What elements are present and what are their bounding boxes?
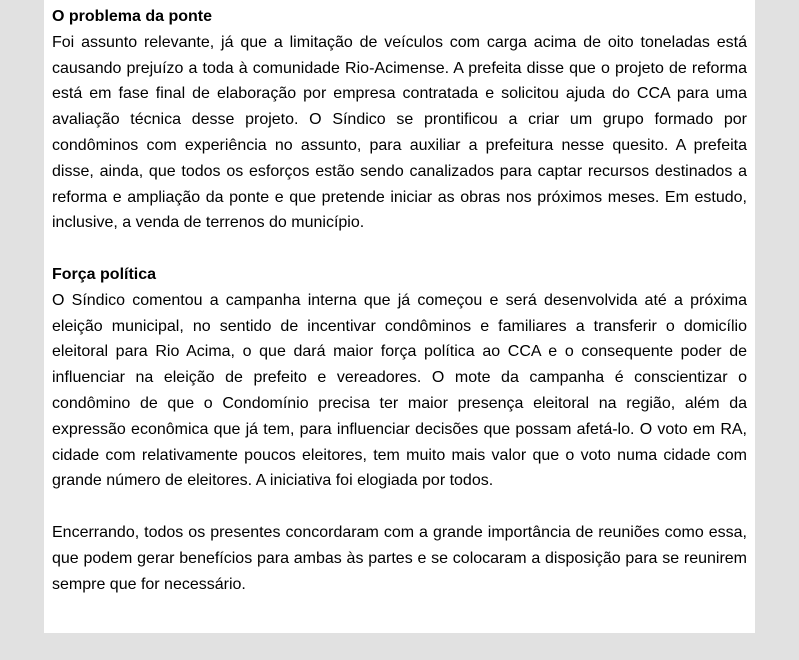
document-page xyxy=(44,0,755,633)
section-body-political-force: O Síndico comentou a campanha interna que já começou e será desenvolvida até a próxima eleição municipal, no sentido de incentivar condôminos e familiares a transferir o domicílio eleitoral para Rio Acima, o que dará maior força política ao CCA e o consequente poder de influenciar na eleição de prefeito e vereadores. O mote da campanha é conscientizar o condômino de que o Condomínio precisa ter maior presença eleitoral na região, além da expressão econômica que já tem, para influenciar decisões que possam afetá-lo. O voto em RA, cidade com relativamente poucos eleitores, tem muito mais valor que o voto numa cidade com grande número de eleitores. A iniciativa foi elogiada por todos. xyxy=(52,291,747,490)
paragraph-spacer xyxy=(52,236,747,262)
closing-paragraph: Encerrando, todos os presentes concordaram com a grande importância de reuniões como essa, que podem gerar benefícios para ambas às partes e se colocaram a disposição para se reunirem sempre que for necessário. xyxy=(52,523,747,593)
section-body-bridge: Foi assunto relevante, já que a limitação de veículos com carga acima de oito toneladas está causando prejuízo a toda à comunidade Rio-Acimense. A prefeita disse que o projeto de reforma está em fase final de elaboração por empresa contratada e solicitou ajuda do CCA para uma avaliação técnica desse projeto. O Síndico se prontificou a criar um grupo formado por condôminos com experiência no assunto, para auxiliar a prefeitura nesse quesito. A prefeita disse, ainda, que todos os esforços estão sendo canalizados para captar recursos destinados a reforma e ampliação da ponte e que pretende iniciar as obras nos próximos meses. Em estudo, inclusive, a venda de terrenos do município. xyxy=(52,33,747,232)
paragraph-spacer xyxy=(52,494,747,520)
section-title-bridge: O problema da ponte xyxy=(52,8,213,25)
section-title-political-force: Força política xyxy=(52,265,157,283)
document-content xyxy=(44,0,755,597)
